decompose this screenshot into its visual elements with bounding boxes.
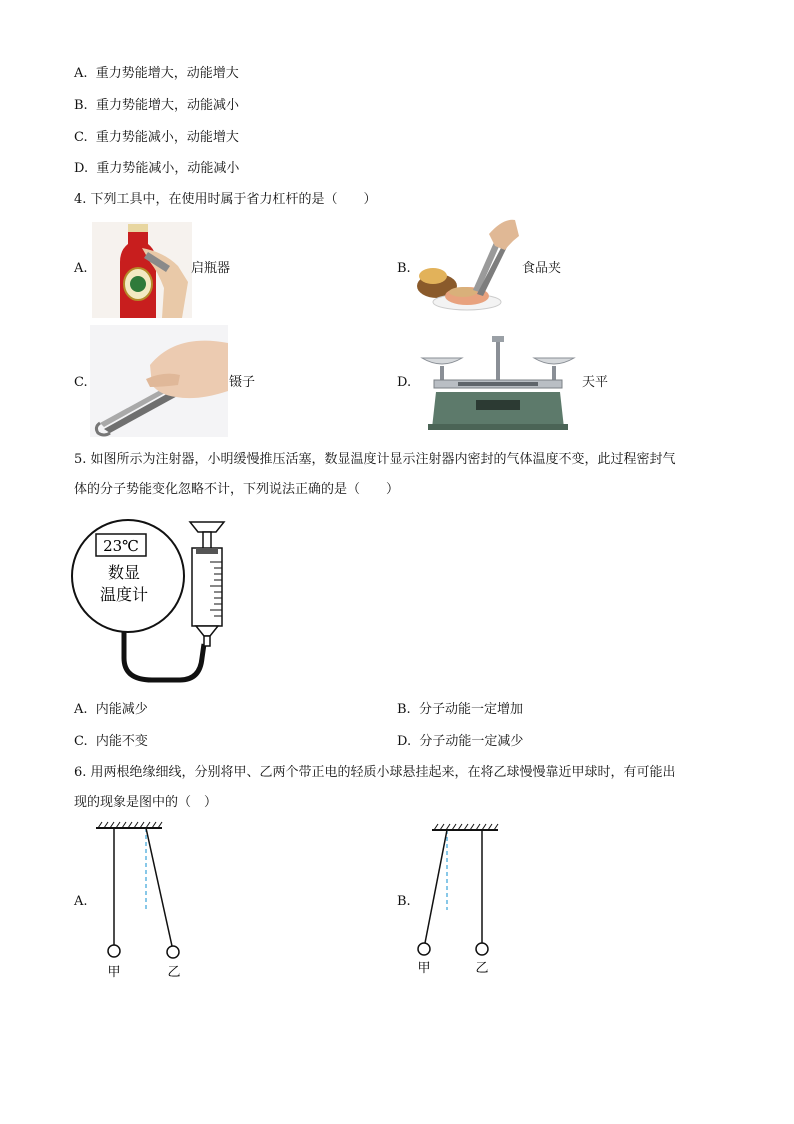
- q4-option-c-letter: C.: [74, 375, 88, 390]
- q6-option-a-letter: A.: [74, 894, 88, 909]
- q6-stem-line2: 现的现象是图中的（ ）: [74, 795, 218, 810]
- balance-scale-icon: [418, 336, 578, 432]
- q5-option-a: A. 内能减少: [74, 702, 148, 717]
- q4-option-c-label: 镊子: [229, 375, 256, 390]
- q5-option-d: D. 分子动能一定减少: [397, 734, 524, 749]
- q3-option-b: B. 重力势能增大，动能减小: [74, 98, 239, 113]
- thermometer-label-line1: 数显: [107, 563, 141, 582]
- q6-figure-a: [90, 820, 200, 986]
- syringe-thermometer-svg: [68, 518, 238, 688]
- q6-a-ball2-label: 乙: [167, 965, 181, 980]
- q6-a-ball1-label: 甲: [107, 965, 121, 980]
- q4-option-d-label: 天平: [582, 375, 609, 390]
- sensor-cable: [124, 632, 204, 680]
- food-tongs-icon: [415, 216, 519, 318]
- q4-option-a-letter: A.: [74, 261, 88, 276]
- q5-stem-line2: 体的分子势能变化忽略不计，下列说法正确的是（ ）: [74, 482, 400, 497]
- bottle-opener-icon: [92, 222, 192, 318]
- q3-option-d: D. 重力势能减小，动能减小: [74, 161, 240, 176]
- syringe-plunger-head: [190, 522, 224, 532]
- q4-option-b-letter: B.: [397, 261, 411, 276]
- thermometer-label-line2: 温度计: [99, 585, 149, 604]
- temperature-value: 23℃: [103, 537, 139, 555]
- tweezers-icon: [90, 325, 228, 437]
- q6-b-ball2-label: 乙: [475, 961, 489, 976]
- q5-option-c: C. 内能不变: [74, 734, 148, 749]
- syringe-barrel: [192, 548, 222, 626]
- q6-b-ball1-label: 甲: [417, 961, 431, 976]
- q6-figure-b: [412, 820, 512, 986]
- q5-stem-line1: 5. 如图所示为注射器，小明缓慢推压活塞，数显温度计显示注射器内密封的气体温度不变，此过程密封气: [74, 452, 676, 467]
- q5-option-b: B. 分子动能一定增加: [397, 702, 523, 717]
- q4-option-b-label: 食品夹: [522, 261, 562, 276]
- q4-option-d-letter: D.: [397, 375, 412, 390]
- q6-stem-line1: 6. 用两根绝缘细线，分别将甲、乙两个带正电的轻质小球悬挂起来，在将乙球慢慢靠近甲球时，有可能出: [74, 765, 676, 780]
- q6-option-b-letter: B.: [397, 894, 411, 909]
- syringe-thermometer-figure: [68, 518, 238, 688]
- q4-stem: 4. 下列工具中，在使用时属于省力杠杆的是（ ）: [74, 192, 377, 207]
- q3-option-a: A. 重力势能增大，动能增大: [74, 66, 239, 81]
- q3-option-c: C. 重力势能减小，动能增大: [74, 130, 239, 145]
- q4-option-a-label: 启瓶器: [191, 261, 231, 276]
